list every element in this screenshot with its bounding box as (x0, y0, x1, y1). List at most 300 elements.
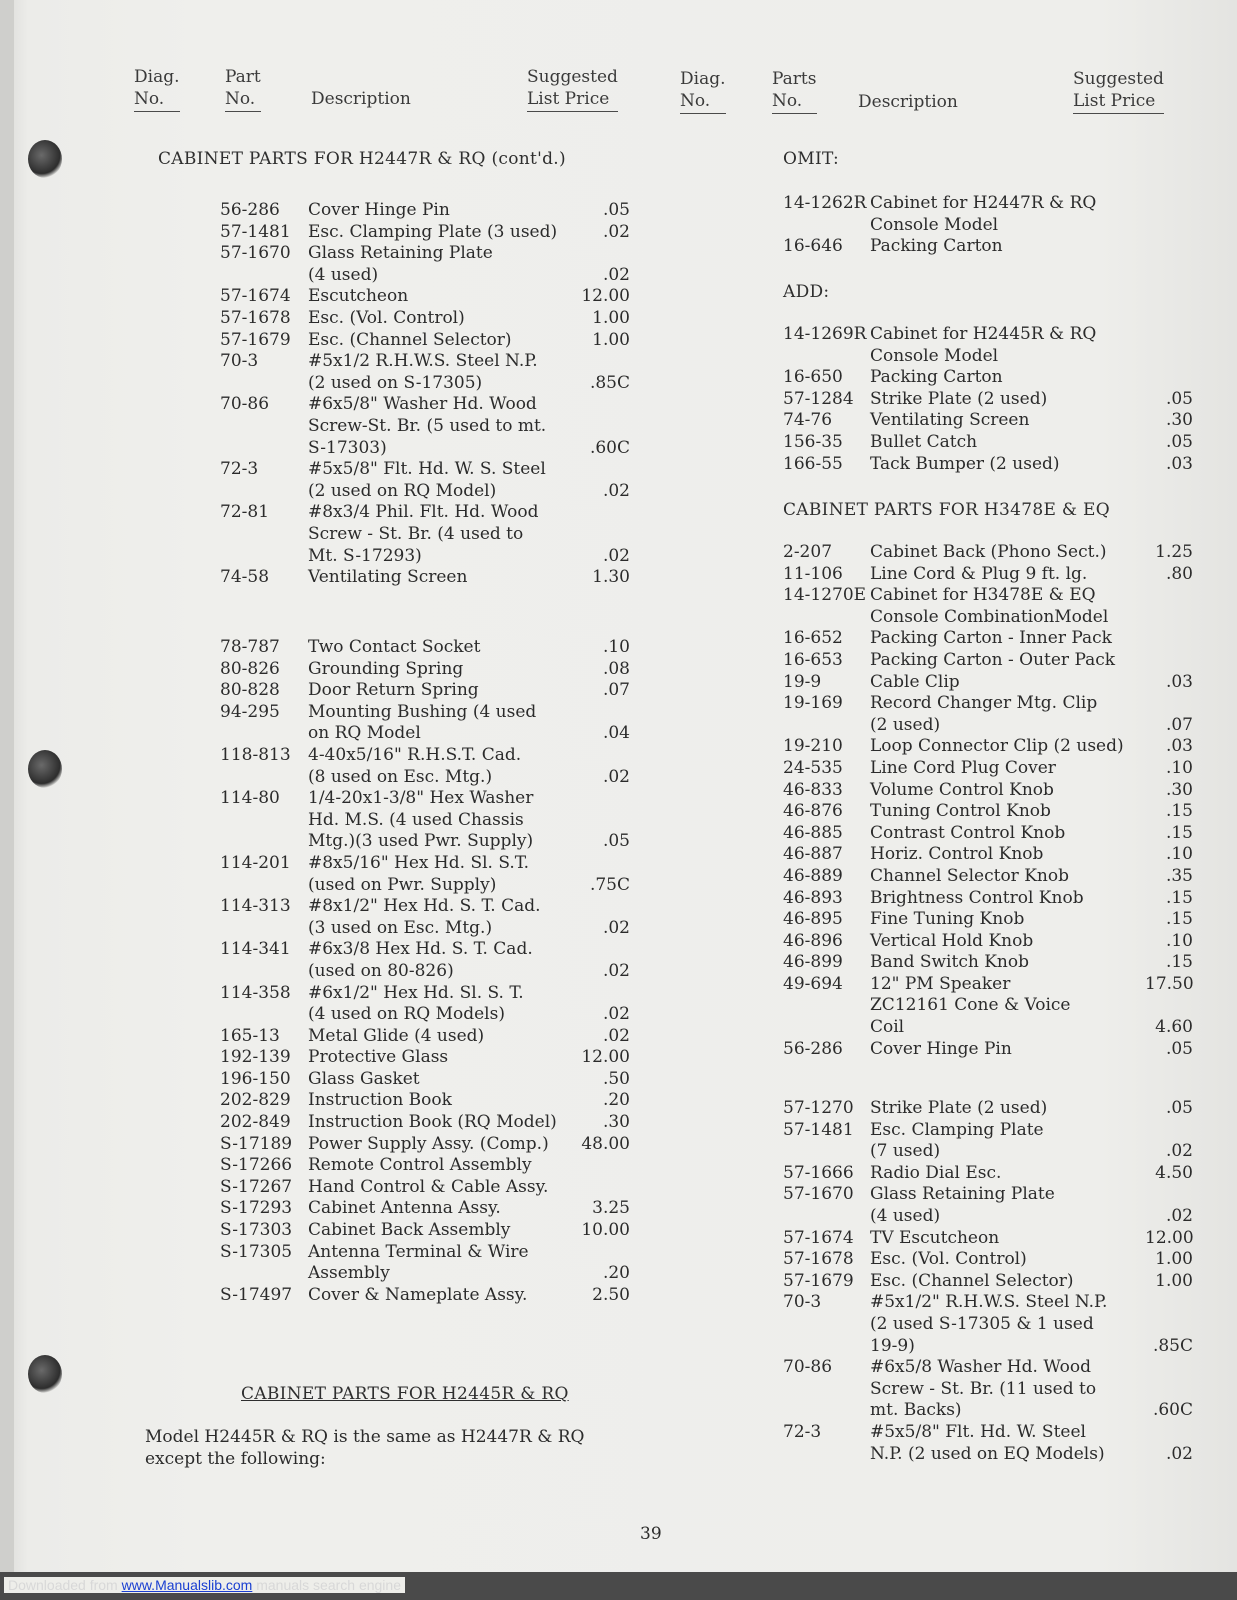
part-price: .30 (1165, 779, 1193, 800)
part-row (220, 637, 630, 659)
part-price: 1.00 (1155, 1249, 1193, 1270)
part-price (574, 524, 630, 546)
part-description: Cabinet for H2445R & RQ (870, 324, 1097, 344)
part-number: 46-876 (783, 801, 843, 822)
part-number: 94-295 (220, 701, 280, 722)
part-price (1145, 693, 1193, 715)
part-number (783, 1444, 870, 1466)
part-row (220, 767, 630, 789)
part-description: Coil (870, 1017, 905, 1038)
add-label: ADD: (783, 282, 830, 302)
part-row (220, 1047, 630, 1069)
part-row (783, 193, 1193, 215)
part-row (220, 524, 630, 546)
part-number (220, 831, 308, 853)
part-description: (4 used) (870, 1205, 941, 1226)
part-row (220, 702, 630, 724)
part-row (220, 308, 630, 330)
part-row (783, 1336, 1193, 1358)
part-price: .60C (1152, 1400, 1193, 1421)
part-description: #5x1/2" R.H.W.S. Steel N.P. (870, 1292, 1108, 1313)
part-number: 72-81 (220, 502, 270, 523)
binder-hole (28, 140, 62, 178)
part-description: Glass Gasket (308, 1068, 420, 1089)
part-description: Cable Clip (870, 671, 960, 692)
part-number (220, 767, 308, 789)
part-price (1145, 650, 1193, 672)
part-number: 57-1674 (220, 286, 291, 307)
part-price (1145, 1357, 1193, 1379)
part-number: 14-1270E (783, 585, 867, 606)
part-number: 16-650 (783, 367, 843, 388)
part-row (220, 265, 630, 287)
part-row (783, 823, 1193, 845)
part-price (1145, 1184, 1193, 1206)
part-description: (4 used on RQ Models) (308, 1004, 505, 1025)
part-description: Glass Retaining Plate (308, 243, 493, 264)
part-description: Radio Dial Esc. (870, 1162, 1002, 1183)
part-row (783, 1422, 1193, 1444)
part-price: 17.50 (1145, 973, 1194, 994)
part-price (574, 1177, 630, 1199)
part-description: 12" PM Speaker (870, 973, 1011, 994)
part-row (220, 810, 630, 832)
part-number (783, 715, 870, 737)
part-row (220, 243, 630, 265)
part-description: (2 used S-17305 & 1 used (870, 1313, 1094, 1334)
part-row (220, 1090, 630, 1112)
part-price: .04 (602, 723, 630, 744)
part-row (220, 875, 630, 897)
part-number: 57-1670 (783, 1184, 854, 1205)
part-description: #6x1/2" Hex Hd. Sl. S. T. (308, 982, 524, 1003)
part-number: 74-58 (220, 567, 270, 588)
part-description: #6x5/8 Washer Hd. Wood (870, 1357, 1091, 1378)
part-row (783, 931, 1193, 953)
omit-label: OMIT: (783, 149, 840, 169)
part-row (220, 1026, 630, 1048)
omit-list (783, 193, 1193, 258)
section-h2445r-text: Model H2445R & RQ is the same as H2447R & RQ except the following: (145, 1427, 585, 1469)
part-price (1145, 1292, 1193, 1314)
part-row (783, 1039, 1193, 1061)
part-number: 56-286 (220, 200, 280, 220)
part-row (220, 983, 630, 1005)
part-number: 70-3 (220, 351, 259, 372)
part-description: (2 used on RQ Model) (308, 480, 497, 501)
part-number: 24-535 (783, 757, 843, 778)
header-part-no-right: Parts No. (772, 68, 817, 114)
part-number: 16-646 (783, 236, 843, 257)
part-row (783, 454, 1193, 476)
part-number: 2-207 (783, 542, 833, 562)
part-row (220, 1177, 630, 1199)
part-number: 202-849 (220, 1112, 291, 1133)
part-description: #8x3/4 Phil. Flt. Hd. Wood (308, 502, 539, 523)
part-description: #5x5/8" Flt. Hd. W. S. Steel (308, 459, 546, 480)
part-price: .15 (1165, 801, 1193, 822)
part-number: 46-889 (783, 865, 843, 886)
part-number (783, 1379, 870, 1401)
part-number (783, 1336, 870, 1358)
header-part-no: Part No. (225, 66, 261, 112)
part-description: #8x5/16" Hex Hd. Sl. S.T. (308, 852, 530, 873)
part-price: .10 (602, 637, 630, 657)
part-description: Packing Carton - Outer Pack (870, 649, 1116, 670)
part-row (783, 1163, 1193, 1185)
part-number: S-17305 (220, 1241, 293, 1262)
part-row (220, 1155, 630, 1177)
part-price (574, 351, 630, 373)
part-description: (used on 80-826) (308, 960, 454, 981)
part-price: .10 (1165, 757, 1193, 778)
part-price: 48.00 (581, 1133, 630, 1154)
part-price (574, 788, 630, 810)
part-row (783, 432, 1193, 454)
part-description: Mt. S-17293) (308, 545, 422, 566)
part-price: .05 (1165, 1098, 1193, 1118)
part-row (783, 844, 1193, 866)
part-number (220, 373, 308, 395)
part-description: Grounding Spring (308, 658, 464, 679)
part-number (783, 1017, 870, 1039)
part-description: Assembly (308, 1263, 390, 1284)
part-row (220, 330, 630, 352)
part-row (783, 215, 1193, 237)
part-number: 49-694 (783, 973, 843, 994)
part-description: Console Model (870, 345, 999, 366)
part-row (783, 715, 1193, 737)
part-number (783, 1141, 870, 1163)
part-description: Line Cord & Plug 9 ft. lg. (870, 563, 1088, 584)
part-row (783, 1314, 1193, 1336)
part-row (783, 542, 1193, 564)
part-description: Ventilating Screen (870, 410, 1030, 431)
header-description: Description (311, 89, 411, 109)
part-description: Hd. M.S. (4 used Chassis (308, 809, 524, 830)
part-number: 118-813 (220, 744, 291, 765)
part-row (220, 459, 630, 481)
part-number: 57-1481 (220, 221, 291, 242)
part-description: Instruction Book (308, 1090, 452, 1111)
part-price: .60C (589, 437, 630, 458)
part-price: .07 (1165, 714, 1193, 735)
part-row (220, 1004, 630, 1026)
part-number: 72-3 (220, 459, 259, 480)
part-row (783, 1098, 1193, 1120)
part-description: Ventilating Screen (308, 567, 468, 588)
part-price: .02 (1165, 1443, 1193, 1464)
part-price: .02 (602, 545, 630, 566)
part-number (220, 810, 308, 832)
part-row (783, 389, 1193, 411)
part-description: TV Escutcheon (870, 1227, 1000, 1248)
part-row (783, 628, 1193, 650)
part-price: .02 (602, 1004, 630, 1025)
part-description: 1/4-20x1-3/8" Hex Washer (308, 788, 534, 809)
part-description: (2 used on S-17305) (308, 372, 483, 393)
part-row (220, 831, 630, 853)
part-row (783, 866, 1193, 888)
part-number: 70-86 (220, 394, 270, 415)
part-price: .08 (602, 658, 630, 679)
part-description: Antenna Terminal & Wire (308, 1241, 529, 1262)
part-price: .35 (1165, 865, 1193, 886)
page-edge (0, 0, 14, 1600)
part-price (574, 939, 630, 961)
part-row (220, 853, 630, 875)
part-number (220, 1004, 308, 1026)
part-price (1145, 1314, 1193, 1336)
part-description: Hand Control & Cable Assy. (308, 1176, 549, 1197)
part-number (220, 481, 308, 503)
part-description: 4-40x5/16" R.H.S.T. Cad. (308, 744, 522, 765)
part-price (1145, 236, 1193, 258)
header-description-right: Description (858, 92, 958, 112)
part-number (220, 524, 308, 546)
part-description: Remote Control Assembly (308, 1155, 532, 1176)
part-row (220, 1069, 630, 1091)
part-number: 114-313 (220, 896, 291, 917)
part-description: (4 used) (308, 264, 379, 285)
part-number: 74-76 (783, 410, 833, 431)
part-number: S-17293 (220, 1198, 293, 1219)
part-price: .15 (1165, 887, 1193, 908)
part-row (220, 1242, 630, 1264)
part-row (220, 373, 630, 395)
footer-credit: Downloaded from www.Manualslib.com manuals search engine (4, 1577, 405, 1593)
part-price: 1.00 (592, 307, 630, 328)
part-row (783, 1184, 1193, 1206)
part-description: Esc. Clamping Plate (870, 1119, 1044, 1140)
part-description: (2 used) (870, 714, 941, 735)
part-row (783, 1271, 1193, 1293)
part-description: Line Cord Plug Cover (870, 757, 1056, 778)
part-row (783, 693, 1193, 715)
part-description: Brightness Control Knob (870, 887, 1084, 908)
manualslib-link[interactable]: www.Manualslib.com (121, 1577, 253, 1593)
page-number: 39 (640, 1524, 662, 1544)
part-number: 57-1674 (783, 1227, 854, 1248)
part-row (783, 1228, 1193, 1250)
part-price (574, 853, 630, 875)
part-number: 166-55 (783, 453, 843, 474)
part-number: 14-1262R (783, 193, 867, 213)
part-number (220, 416, 308, 438)
part-row (783, 780, 1193, 802)
part-number (220, 961, 308, 983)
part-price (1145, 1120, 1193, 1142)
part-row (220, 502, 630, 524)
part-description: Esc. (Channel Selector) (308, 329, 512, 350)
part-price (1145, 1379, 1193, 1401)
part-number: 57-1481 (783, 1119, 854, 1140)
part-price (1145, 628, 1193, 650)
part-price (1145, 607, 1193, 629)
part-description: #5x1/2 R.H.W.S. Steel N.P. (308, 351, 538, 372)
part-row (220, 1134, 630, 1156)
part-number (783, 995, 870, 1017)
part-price (574, 745, 630, 767)
part-description: Strike Plate (2 used) (870, 1098, 1048, 1118)
header-diag-no: Diag. No. (134, 66, 180, 112)
part-description: Glass Retaining Plate (870, 1184, 1055, 1205)
part-price (1145, 215, 1193, 237)
part-description: Tack Bumper (2 used) (870, 453, 1060, 474)
part-price: .02 (602, 960, 630, 981)
part-description: Cover Hinge Pin (308, 200, 450, 220)
part-price: .02 (602, 264, 630, 285)
part-description: Esc. (Vol. Control) (308, 307, 465, 328)
part-price (574, 459, 630, 481)
part-number (783, 215, 870, 237)
part-number: S-17266 (220, 1155, 293, 1176)
part-number: 78-787 (220, 637, 280, 657)
part-row (783, 1400, 1193, 1422)
part-number: 165-13 (220, 1025, 280, 1046)
part-number (220, 918, 308, 940)
part-price (574, 416, 630, 438)
part-description: Cabinet for H2447R & RQ (870, 193, 1097, 213)
part-row (220, 680, 630, 702)
part-description: (used on Pwr. Supply) (308, 874, 497, 895)
part-number: 80-828 (220, 680, 280, 701)
part-price: .80 (1165, 563, 1193, 584)
part-number: 19-210 (783, 736, 843, 757)
part-price (574, 810, 630, 832)
part-row (783, 1444, 1193, 1466)
part-description: Screw-St. Br. (5 used to mt. (308, 415, 547, 436)
part-number (783, 1314, 870, 1336)
part-number: 114-358 (220, 982, 291, 1003)
part-price: .30 (602, 1112, 630, 1133)
part-number: 11-106 (783, 563, 843, 584)
part-number: 46-885 (783, 822, 843, 843)
part-price (574, 1155, 630, 1177)
header-diag-no-right: Diag. No. (680, 68, 726, 114)
part-description: Band Switch Knob (870, 952, 1029, 973)
part-row (783, 736, 1193, 758)
part-row (783, 367, 1193, 389)
part-description: Mounting Bushing (4 used (308, 701, 537, 722)
part-price: .30 (1165, 410, 1193, 431)
part-number (783, 607, 870, 629)
part-price: .03 (1165, 736, 1193, 757)
part-number: 156-35 (783, 431, 843, 452)
part-row (220, 438, 630, 460)
part-row (783, 650, 1193, 672)
part-description: Horiz. Control Knob (870, 844, 1044, 865)
part-description: Door Return Spring (308, 680, 479, 701)
part-row (783, 888, 1193, 910)
part-description: Packing Carton (870, 367, 1003, 388)
part-price: .02 (602, 480, 630, 501)
part-row (220, 416, 630, 438)
part-price: .05 (1165, 431, 1193, 452)
part-price: .10 (1165, 844, 1193, 865)
part-description: #6x5/8" Washer Hd. Wood (308, 394, 537, 415)
section-title-h3478e: CABINET PARTS FOR H3478E & EQ (783, 500, 1110, 520)
part-description: #8x1/2" Hex Hd. S. T. Cad. (308, 896, 541, 917)
part-price (574, 983, 630, 1005)
add-list (783, 324, 1193, 475)
part-price (574, 394, 630, 416)
part-number (783, 1400, 870, 1422)
part-price (1145, 585, 1193, 607)
part-number: 57-1670 (220, 243, 291, 264)
part-row (783, 236, 1193, 258)
part-description: Metal Glide (4 used) (308, 1025, 485, 1046)
part-row (783, 758, 1193, 780)
part-price: 3.25 (592, 1198, 630, 1219)
part-description: Volume Control Knob (870, 779, 1054, 800)
part-row (220, 659, 630, 681)
part-description: Bullet Catch (870, 431, 978, 452)
part-price: .15 (1165, 952, 1193, 973)
part-number: 57-1270 (783, 1098, 854, 1118)
section-title-h2445r: CABINET PARTS FOR H2445R & RQ (241, 1384, 569, 1404)
part-price (574, 702, 630, 724)
part-price: .02 (602, 1025, 630, 1046)
part-price (1145, 346, 1193, 368)
part-row (783, 410, 1193, 432)
part-number: S-17189 (220, 1133, 293, 1154)
part-price: .10 (1165, 930, 1193, 951)
part-price: .05 (602, 200, 630, 220)
section-title-h2447r: CABINET PARTS FOR H2447R & RQ (cont'd.) (158, 149, 566, 169)
part-number: 46-893 (783, 887, 843, 908)
part-price (1145, 367, 1193, 389)
part-number: 114-201 (220, 852, 291, 873)
part-number: 57-1679 (220, 329, 291, 350)
part-description: mt. Backs) (870, 1400, 962, 1421)
part-description: Cabinet for H3478E & EQ (870, 585, 1096, 606)
part-description: Loop Connector Clip (2 used) (870, 736, 1124, 757)
part-price: 12.00 (1145, 1227, 1194, 1248)
part-price: .85C (1152, 1335, 1193, 1356)
part-row (220, 1220, 630, 1242)
part-number: 57-1678 (220, 307, 291, 328)
part-price (1145, 1422, 1193, 1444)
part-row (220, 745, 630, 767)
part-number: 46-899 (783, 952, 843, 973)
part-row (783, 952, 1193, 974)
part-row (220, 1198, 630, 1220)
part-price: .07 (602, 680, 630, 701)
part-description: Tuning Control Knob (870, 801, 1051, 822)
part-price (1145, 193, 1193, 215)
part-number: 19-9 (783, 671, 822, 692)
part-row (220, 788, 630, 810)
part-row (783, 324, 1193, 346)
part-description: Cover Hinge Pin (870, 1038, 1012, 1059)
part-row (220, 351, 630, 373)
part-row (783, 1141, 1193, 1163)
part-price: .50 (602, 1068, 630, 1089)
part-number (783, 346, 870, 368)
part-price: 4.60 (1155, 1017, 1193, 1038)
part-number (783, 1206, 870, 1228)
part-price: .85C (589, 372, 630, 393)
part-row (220, 481, 630, 503)
part-number: 16-652 (783, 628, 843, 649)
part-price: 2.50 (592, 1284, 630, 1305)
part-row (220, 896, 630, 918)
part-description: Cabinet Back Assembly (308, 1220, 511, 1241)
part-number: 57-1666 (783, 1162, 854, 1183)
part-description: ZC12161 Cone & Voice (870, 995, 1071, 1016)
part-price: 12.00 (581, 1047, 630, 1068)
